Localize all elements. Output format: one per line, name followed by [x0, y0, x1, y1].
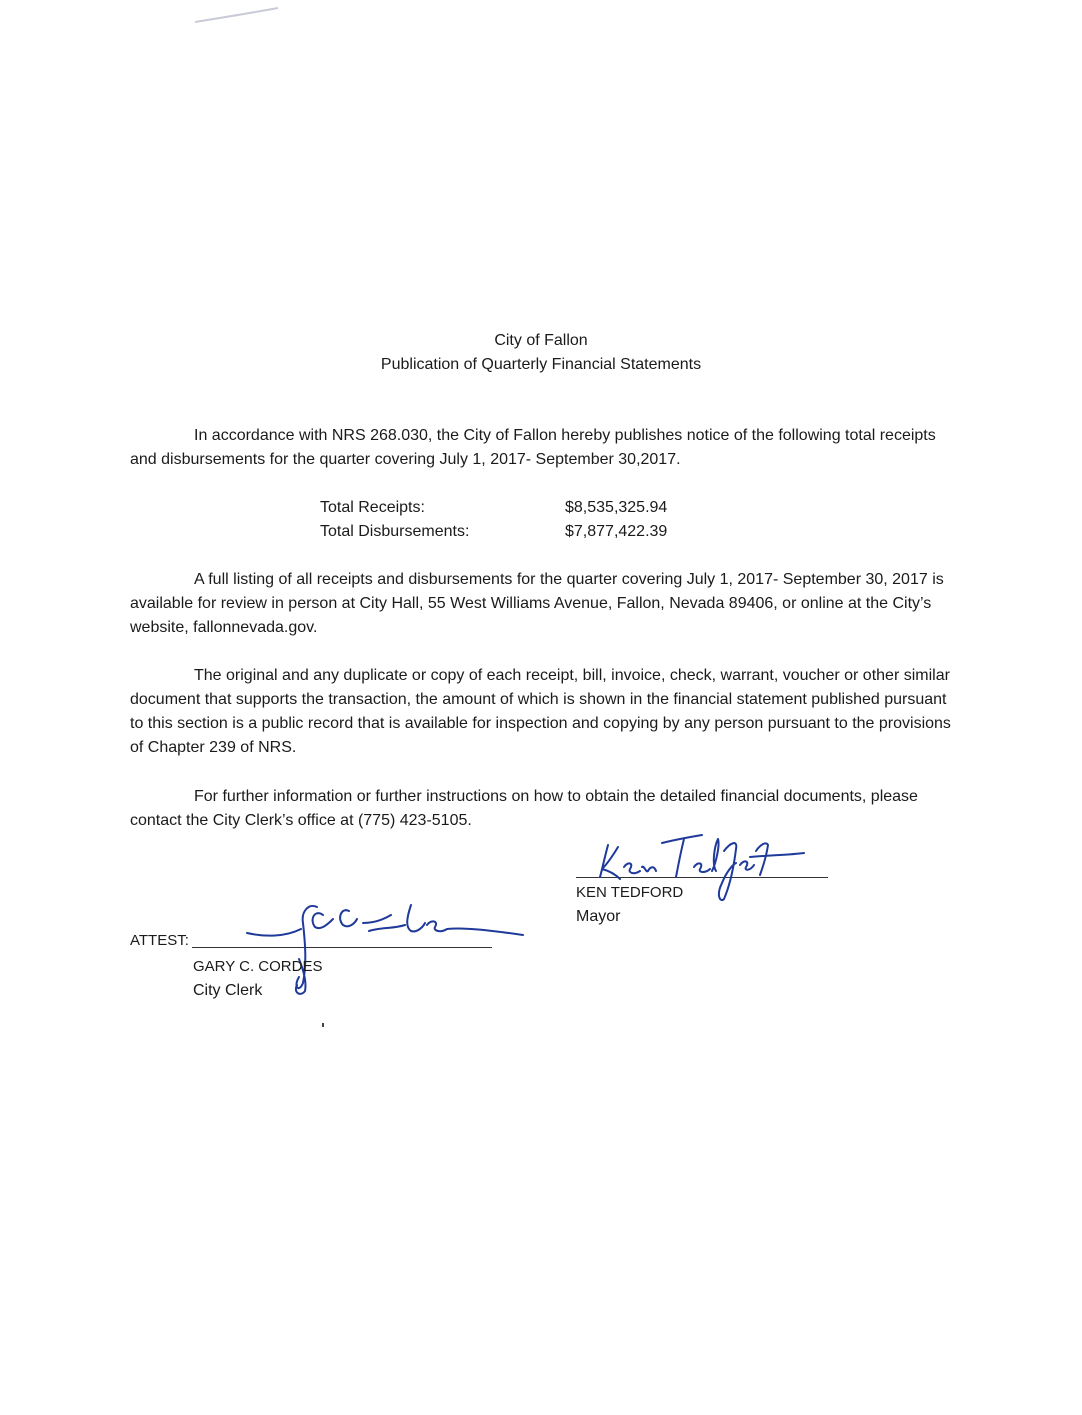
clerk-signature [245, 893, 535, 1003]
mayor-title: Mayor [576, 908, 621, 925]
title-city: City of Fallon [494, 332, 588, 349]
scan-artifact [190, 4, 280, 26]
total-receipts-label: Total Receipts: [320, 499, 425, 516]
total-disbursements-value: $7,877,422.39 [565, 523, 668, 540]
contact-paragraph [130, 785, 960, 833]
totals-row-receipts [320, 496, 705, 520]
document-title [0, 329, 1082, 377]
total-disbursements-label: Total Disbursements: [320, 523, 470, 540]
totals-table [320, 496, 705, 544]
clerk-title: City Clerk [193, 982, 263, 999]
public-record-paragraph [130, 664, 960, 760]
notice-text: In accordance with NRS 268.030, the City of Fallon hereby publishes notice of the following total receipts and disbursements for the quarter covering July 1, 2017- September 30,2017. [130, 427, 936, 468]
notice-paragraph [130, 424, 960, 472]
listing-text: A full listing of all receipts and disbursements for the quarter covering July 1, 2017- September 30, 2017 is available for review in person at City Hall, 55 West Williams Avenue, Fallon, Nevada 89406, or online at the City’s website, fallonnevada.gov. [130, 571, 944, 636]
attest-label: ATTEST: [130, 932, 189, 949]
listing-paragraph [130, 568, 960, 640]
totals-row-disbursements [320, 520, 705, 544]
mayor-name: KEN TEDFORD [576, 884, 684, 901]
contact-text: For further information or further instructions on how to obtain the detailed financial documents, please contact the City Clerk’s office at (775) 423-5105. [130, 788, 918, 829]
public-record-text: The original and any duplicate or copy of each receipt, bill, invoice, check, warrant, voucher or other similar document that supports the transaction, the amount of which is shown in the financial statement published pursuant to this section is a public record that is available for inspection and copying by any person pursuant to the provisions of Chapter 239 of NRS. [130, 667, 951, 756]
title-publication: Publication of Quarterly Financial Statements [380, 356, 702, 373]
total-receipts-value: $8,535,325.94 [565, 499, 668, 516]
clerk-name: GARY C. CORDES [193, 958, 323, 975]
scan-speck [322, 1023, 324, 1027]
